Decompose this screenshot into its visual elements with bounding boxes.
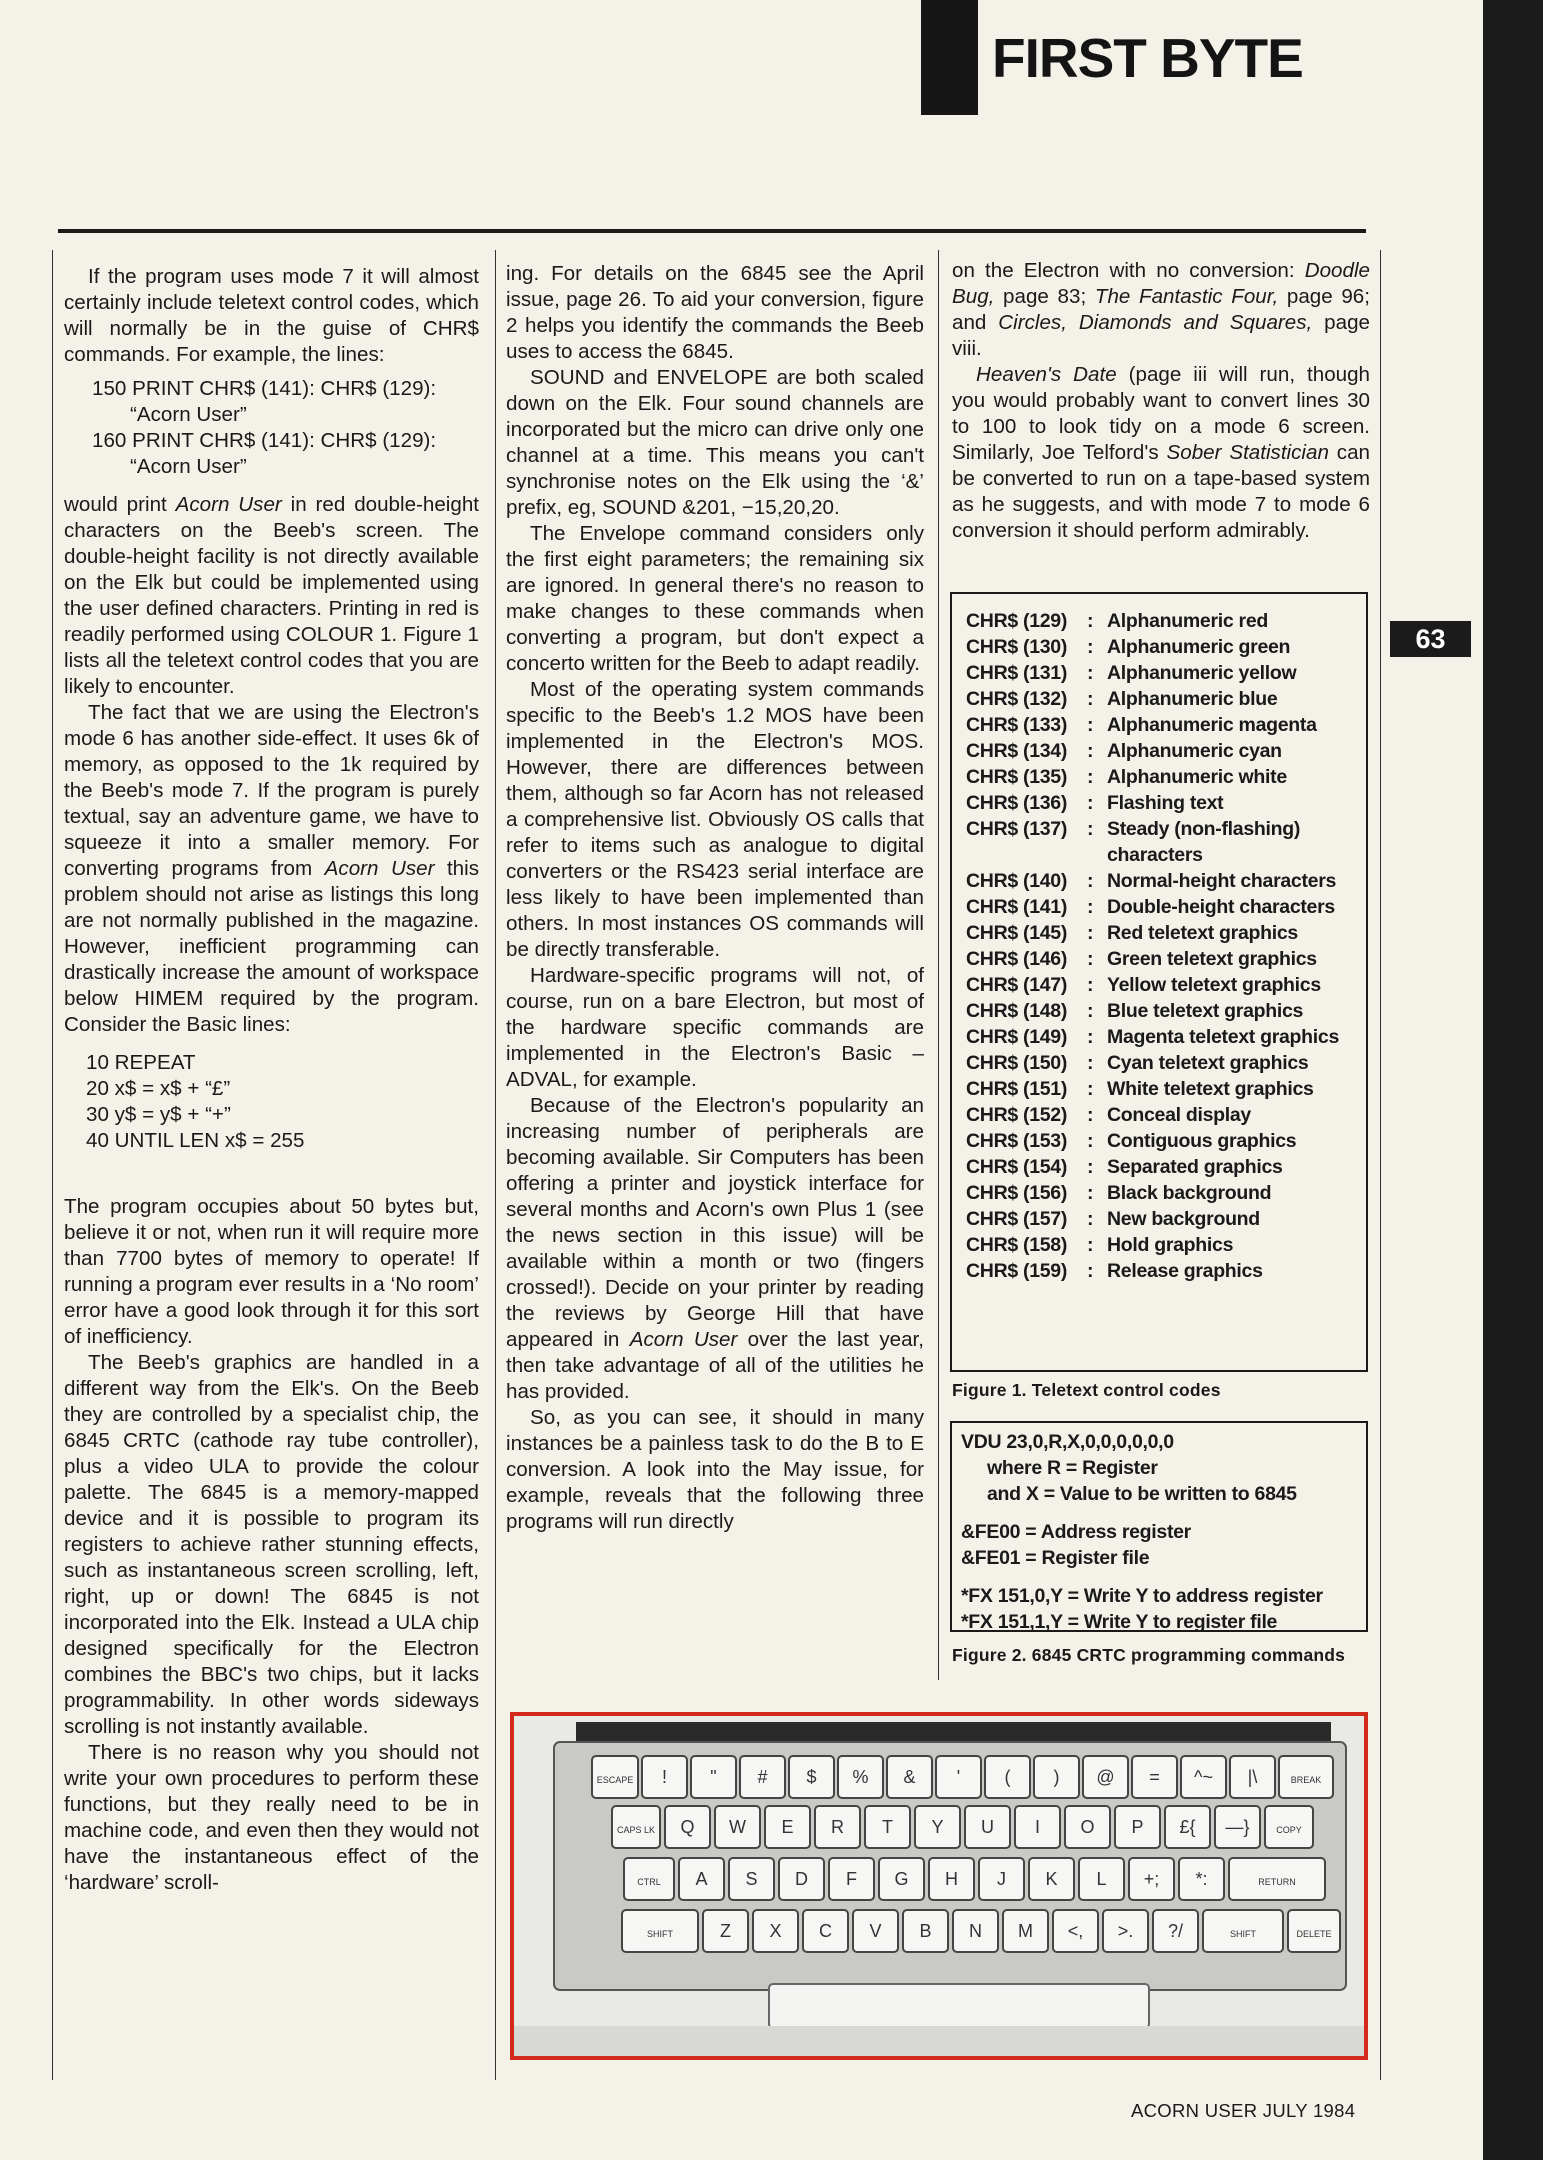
control-code: CHR$ (136) xyxy=(966,792,1068,814)
keyboard-key xyxy=(1034,1756,1079,1798)
keyboard-key-label: Z xyxy=(720,1921,731,1941)
keyboard-key-label: ^~ xyxy=(1194,1767,1213,1787)
keyboard-key-label: F xyxy=(846,1869,857,1889)
separator: : xyxy=(1087,818,1094,840)
table-row xyxy=(966,816,1366,868)
keyboard-key-label: = xyxy=(1149,1767,1160,1787)
separator: : xyxy=(1087,792,1094,814)
figure-2-box xyxy=(950,1421,1368,1632)
separator: : xyxy=(1087,1260,1094,1282)
table-row xyxy=(966,660,1366,686)
separator: : xyxy=(1087,740,1094,762)
keyboard-illustration xyxy=(514,1716,1364,2056)
code-description: Release graphics xyxy=(1107,1260,1263,1282)
page-number: 63 xyxy=(1390,621,1471,657)
keyboard-key xyxy=(1029,1858,1074,1900)
separator: : xyxy=(1087,688,1094,710)
table-row xyxy=(966,1076,1366,1102)
paragraph: would print Acorn User in red double-height characters on the Beeb's screen. The double-height facility is not directly available on the Elk but could be implemented using the user defined characters. Printing in red is readily performed using COLOUR 1. Figure 1 lists all the teletext control codes that you are likely to encounter. xyxy=(64,493,480,698)
keyboard-key-label: L xyxy=(1096,1869,1107,1889)
paragraph: So, as you can see, it should in many instances be a painless task to do the B to E conversion. A look into the May issue, for example, reveals that the following three programs will run directly xyxy=(506,1406,924,1533)
table-row xyxy=(966,1154,1366,1180)
keyboard-key xyxy=(1115,1806,1160,1848)
code-description: Alphanumeric blue xyxy=(1107,688,1278,710)
control-code: CHR$ (147) xyxy=(966,974,1068,996)
keyboard-key xyxy=(1288,1910,1340,1952)
table-row xyxy=(966,738,1366,764)
figure-2-line: &FE01 = Register file xyxy=(961,1547,1150,1569)
keyboard-key-label: P xyxy=(1131,1817,1144,1837)
keyboard-key xyxy=(1230,1756,1275,1798)
table-row xyxy=(966,1232,1366,1258)
keyboard-key xyxy=(612,1806,660,1848)
paragraph: Hardware-specific programs will not, of course, run on a bare Electron, but most of the hardware specific commands are implemented in the Electron's Basic – ADVAL, for example. xyxy=(506,964,924,1091)
code-description: Alphanumeric white xyxy=(1107,766,1287,788)
keyboard-key-label: ?/ xyxy=(1167,1921,1184,1941)
keyboard-key xyxy=(1129,1858,1174,1900)
table-row xyxy=(966,920,1366,946)
keyboard-key-label: >. xyxy=(1117,1921,1134,1941)
figure-2-line: &FE00 = Address register xyxy=(961,1521,1191,1543)
code-description: Blue teletext graphics xyxy=(1107,1000,1304,1022)
header-rule xyxy=(58,229,1366,233)
code-description: Red teletext graphics xyxy=(1107,922,1298,944)
keyboard-key-label: & xyxy=(903,1767,916,1787)
header-block xyxy=(921,0,978,115)
code-description: Conceal display xyxy=(1107,1104,1251,1126)
keyboard-key-label: <, xyxy=(1067,1921,1084,1941)
keyboard-key xyxy=(965,1806,1010,1848)
code-line: 20 x$ = x$ + “£” xyxy=(86,1077,231,1100)
keyboard-key xyxy=(865,1806,910,1848)
separator: : xyxy=(1087,1000,1094,1022)
separator: : xyxy=(1087,1052,1094,1074)
keyboard-key xyxy=(1279,1756,1333,1798)
keyboard-key xyxy=(1265,1806,1313,1848)
keyboard-key-label: |\ xyxy=(1247,1767,1258,1787)
keyboard-key xyxy=(1153,1910,1198,1952)
table-row xyxy=(966,894,1366,920)
keyboard-key xyxy=(679,1858,724,1900)
keyboard-key xyxy=(715,1806,760,1848)
separator: : xyxy=(1087,1208,1094,1230)
column-rule xyxy=(938,250,939,1680)
keyboard-key-label: @ xyxy=(1096,1767,1115,1787)
code-description: Separated graphics xyxy=(1107,1156,1283,1178)
keyboard-key xyxy=(789,1756,834,1798)
page-spine xyxy=(1483,0,1543,2160)
table-row xyxy=(966,868,1366,894)
table-row xyxy=(966,686,1366,712)
figure-2-line: and X = Value to be written to 6845 xyxy=(987,1483,1297,1505)
keyboard-key-label: +; xyxy=(1143,1869,1160,1889)
table-row xyxy=(966,946,1366,972)
keyboard-key-label: H xyxy=(945,1869,958,1889)
paragraph: If the program uses mode 7 it will almost certainly include teletext control codes, which will normally be in the guise of CHR$ commands. For example, the lines: xyxy=(64,265,479,366)
keyboard-key xyxy=(592,1756,638,1798)
keyboard-key-label: J xyxy=(997,1869,1006,1889)
code-listing-2 xyxy=(86,1050,479,1154)
keyboard-key-label: Y xyxy=(931,1817,944,1837)
table-row xyxy=(966,998,1366,1024)
code-description: Magenta teletext graphics xyxy=(1107,1026,1339,1048)
separator: : xyxy=(1087,1078,1094,1100)
control-code: CHR$ (149) xyxy=(966,1026,1068,1048)
keyboard-key xyxy=(642,1756,687,1798)
control-code: CHR$ (153) xyxy=(966,1130,1068,1152)
keyboard-photo xyxy=(510,1712,1368,2060)
keyboard-key xyxy=(691,1756,736,1798)
paragraph: The fact that we are using the Electron's mode 6 has another side-effect. It uses 6k of memory, as opposed to the 1k required by the Beeb's mode 7. If the program is purely textual, say an adventure game, we have to squeeze it into a smaller memory. For converting programs from Acorn User this problem should not arise as listings this long are not normally published in the magazine. However, inefficient programming can drastically increase the amount of workspace below HIMEM required by the program. Consider the Basic lines: xyxy=(64,701,479,1036)
figure-2-line: *FX 151,1,Y = Write Y to register file xyxy=(961,1611,1278,1633)
space-bar xyxy=(769,1984,1149,2028)
code-description: Alphanumeric cyan xyxy=(1107,740,1282,762)
figure-1-caption: Figure 1. Teletext control codes xyxy=(952,1380,1221,1400)
keyboard-key-label: D xyxy=(795,1869,808,1889)
table-row xyxy=(966,1258,1366,1284)
code-description: Flashing text xyxy=(1107,792,1224,814)
code-line: 40 UNTIL LEN x$ = 255 xyxy=(86,1129,305,1152)
control-code: CHR$ (132) xyxy=(966,688,1068,710)
keyboard-key-label: % xyxy=(852,1767,869,1787)
keyboard-key xyxy=(853,1910,898,1952)
table-row xyxy=(966,1102,1366,1128)
separator: : xyxy=(1087,1234,1094,1256)
paragraph: The program occupies about 50 bytes but, believe it or not, when run it will require more than 7700 bytes of memory to operate! If running a program ever results in a ‘No room’ error have a good look through it for this sort of inefficiency. xyxy=(64,1195,479,1348)
code-description: Alphanumeric red xyxy=(1107,610,1268,632)
keyboard-key xyxy=(740,1756,785,1798)
column-rule xyxy=(52,250,53,2080)
paragraph: Most of the operating system commands specific to the Beeb's 1.2 MOS have been implemented in the Electron's MOS. However, there are differences between them, although so far Acorn has not released a comprehensive list. Obviously OS calls that refer to items such as analogue to digital converters or the RS423 serial interface are less likely to have been implemented than others. In most instances OS commands will be directly transferable. xyxy=(506,678,924,961)
figure-2-caption: Figure 2. 6845 CRTC programming commands xyxy=(952,1645,1346,1665)
separator: : xyxy=(1087,610,1094,632)
control-code: CHR$ (141) xyxy=(966,896,1068,918)
control-code: CHR$ (140) xyxy=(966,870,1068,892)
keyboard-key xyxy=(1079,1858,1124,1900)
table-row xyxy=(966,608,1366,634)
keyboard-key xyxy=(1215,1806,1260,1848)
control-code: CHR$ (130) xyxy=(966,636,1068,658)
keyboard-key-label: ( xyxy=(1004,1767,1011,1787)
keyboard-key xyxy=(979,1858,1024,1900)
code-line: 150 PRINT CHR$ (141): CHR$ (129): xyxy=(92,377,437,400)
keyboard-key-label: BREAK xyxy=(1290,1775,1322,1785)
table-row xyxy=(966,790,1366,816)
column-rule xyxy=(495,250,496,2080)
keyboard-key xyxy=(1132,1756,1177,1798)
keyboard-key-label: R xyxy=(831,1817,844,1837)
column-3 xyxy=(952,258,1370,544)
keyboard-key-label: CAPS LK xyxy=(616,1825,656,1835)
code-description: Alphanumeric yellow xyxy=(1107,662,1297,684)
code-description: New background xyxy=(1107,1208,1260,1230)
table-row xyxy=(966,1206,1366,1232)
control-code: CHR$ (157) xyxy=(966,1208,1068,1230)
paragraph: SOUND and ENVELOPE are both scaled down on the Elk. Four sound channels are incorporated but the micro can drive only one channel at a time. This means you can't synchronise notes on the Elk using the ‘&’ prefix, eg, SOUND &201, −15,20,20. xyxy=(506,366,924,519)
keyboard-key-label: ' xyxy=(956,1767,961,1787)
keyboard-key xyxy=(1165,1806,1210,1848)
table-row xyxy=(966,764,1366,790)
figure-1-table xyxy=(950,592,1368,1372)
separator: : xyxy=(1087,1182,1094,1204)
keyboard-key xyxy=(1179,1858,1224,1900)
keyboard-key xyxy=(1203,1910,1283,1952)
keyboard-key xyxy=(703,1910,748,1952)
keyboard-key-label: X xyxy=(769,1921,782,1941)
separator: : xyxy=(1087,922,1094,944)
keyboard-key xyxy=(1229,1858,1325,1900)
control-code: CHR$ (152) xyxy=(966,1104,1068,1126)
keyboard-key-label: # xyxy=(757,1767,768,1787)
code-description: White teletext graphics xyxy=(1107,1078,1314,1100)
keyboard-key-label: T xyxy=(882,1817,893,1837)
keyboard-key xyxy=(1065,1806,1110,1848)
keyboard-key-label: U xyxy=(981,1817,994,1837)
keyboard-key xyxy=(953,1910,998,1952)
control-code: CHR$ (137) xyxy=(966,818,1068,840)
keyboard-key xyxy=(1003,1910,1048,1952)
control-code: CHR$ (135) xyxy=(966,766,1068,788)
separator: : xyxy=(1087,896,1094,918)
column-rule xyxy=(1380,250,1381,2080)
keyboard-key-label: DELETE xyxy=(1296,1929,1332,1939)
code-line: “Acorn User” xyxy=(130,455,247,478)
keyboard-key xyxy=(665,1806,710,1848)
keyboard-key xyxy=(729,1858,774,1900)
code-listing-1 xyxy=(92,376,479,480)
keyboard-key xyxy=(1015,1806,1060,1848)
control-code: CHR$ (131) xyxy=(966,662,1068,684)
keyboard-key-label: RETURN xyxy=(1258,1877,1296,1887)
code-description: Double-height characters xyxy=(1107,896,1335,918)
keyboard-key xyxy=(838,1756,883,1798)
keyboard-key-label: B xyxy=(919,1921,932,1941)
control-code: CHR$ (158) xyxy=(966,1234,1068,1256)
keyboard-key-label: M xyxy=(1018,1921,1033,1941)
code-description: Black background xyxy=(1107,1182,1272,1204)
paragraph: The Beeb's graphics are handled in a different way from the Elk's. On the Beeb they are controlled by a specialist chip, the 6845 CRTC (cathode ray tube controller), plus a video ULA to provide the colour palette. The 6845 is a memory-mapped device and it is possible to program its registers to achieve rather stunning effects, such as instantaneous screen scrolling, left, right, up or down! The 6845 is not incorporated into the Elk. Instead a ULA chip designed specifically for the Electron combines the BBC's two chips, but it lacks programmability. In other words sideways scrolling is not instantly available. xyxy=(64,1351,479,1738)
keyboard-key-label: N xyxy=(969,1921,982,1941)
code-description: Cyan teletext graphics xyxy=(1107,1052,1309,1074)
keyboard-key xyxy=(815,1806,860,1848)
keyboard-key xyxy=(903,1910,948,1952)
code-description: Hold graphics xyxy=(1107,1234,1234,1256)
control-code: CHR$ (156) xyxy=(966,1182,1068,1204)
control-code: CHR$ (133) xyxy=(966,714,1068,736)
keyboard-key-label: A xyxy=(695,1869,708,1889)
keyboard-key-label: I xyxy=(1034,1817,1041,1837)
paragraph: on the Electron with no conversion: Doodle Bug, page 83; The Fantastic Four, page 96; and Circles, Diamonds and Squares, page viii. xyxy=(952,259,1370,360)
control-code: CHR$ (146) xyxy=(966,948,1068,970)
keyboard-key-label: SHIFT xyxy=(647,1929,673,1939)
keyboard-key-label: S xyxy=(745,1869,758,1889)
control-code: CHR$ (134) xyxy=(966,740,1068,762)
keyboard-key xyxy=(1053,1910,1098,1952)
control-code: CHR$ (145) xyxy=(966,922,1068,944)
paragraph: Heaven's Date (page iii will run, though you would probably want to convert lines 30 to 100 to look tidy on a mode 6 screen. Similarly, Joe Telford's Sober Statistician can be converted to run on a tape-based system as he suggests, and with mode 7 to mode 6 conversion it should perform admirably. xyxy=(952,363,1371,542)
code-line: 160 PRINT CHR$ (141): CHR$ (129): xyxy=(92,429,437,452)
keyboard-key xyxy=(985,1756,1030,1798)
separator: : xyxy=(1087,1156,1094,1178)
separator: : xyxy=(1087,1130,1094,1152)
code-description: Yellow teletext graphics xyxy=(1107,974,1321,996)
keyboard-key-label: C xyxy=(819,1921,832,1941)
keyboard-key xyxy=(753,1910,798,1952)
table-row xyxy=(966,1128,1366,1154)
keyboard-key-label: SHIFT xyxy=(1230,1929,1256,1939)
table-row xyxy=(966,1050,1366,1076)
control-code: CHR$ (154) xyxy=(966,1156,1068,1178)
code-description: Alphanumeric magenta xyxy=(1107,714,1317,736)
keyboard-key xyxy=(1103,1910,1148,1952)
paragraph: There is no reason why you should not write your own procedures to perform these functions, but they really need to be in machine code, and even then they would not have the instantaneous effect of the ‘hardware’ scroll- xyxy=(64,1741,479,1894)
control-code: CHR$ (159) xyxy=(966,1260,1068,1282)
figure-2-line: *FX 151,0,Y = Write Y to address register xyxy=(961,1585,1323,1607)
paragraph: ing. For details on the 6845 see the April issue, page 26. To aid your conversion, figure 2 helps you identify the commands the Beeb uses to access the 6845. xyxy=(506,262,924,363)
control-code: CHR$ (150) xyxy=(966,1052,1068,1074)
keyboard-key-label: " xyxy=(710,1767,717,1787)
control-code: CHR$ (151) xyxy=(966,1078,1068,1100)
keyboard-key-label: *: xyxy=(1195,1869,1208,1889)
keyboard-key xyxy=(879,1858,924,1900)
separator: : xyxy=(1087,1026,1094,1048)
keyboard-key xyxy=(829,1858,874,1900)
separator: : xyxy=(1087,870,1094,892)
separator: : xyxy=(1087,714,1094,736)
keyboard-key xyxy=(779,1858,824,1900)
table-row xyxy=(966,712,1366,738)
keyboard-key-label: Q xyxy=(680,1817,695,1837)
keyboard-key-label: —} xyxy=(1225,1817,1250,1837)
keyboard-key xyxy=(765,1806,810,1848)
separator: : xyxy=(1087,662,1094,684)
keyboard-key-label: K xyxy=(1045,1869,1058,1889)
code-description: Contiguous graphics xyxy=(1107,1130,1297,1152)
separator: : xyxy=(1087,636,1094,658)
table-row xyxy=(966,1024,1366,1050)
keyboard-key xyxy=(915,1806,960,1848)
keyboard-key xyxy=(622,1910,698,1952)
keyboard-key-label: ! xyxy=(661,1767,668,1787)
column-2 xyxy=(506,261,924,1535)
figure-2-line: VDU 23,0,R,X,0,0,0,0,0,0 xyxy=(961,1431,1174,1453)
keyboard-key xyxy=(929,1858,974,1900)
keyboard-key-label: ) xyxy=(1053,1767,1060,1787)
separator: : xyxy=(1087,974,1094,996)
table-row xyxy=(966,972,1366,998)
keyboard-key-label: £{ xyxy=(1179,1817,1196,1837)
code-description: Normal-height characters xyxy=(1107,870,1337,892)
paragraph: The Envelope command considers only the first eight parameters; the remaining six are ignored. In general there's no reason to make changes to these commands when converting a program, but don't expect a concerto written for the Beeb to adapt readily. xyxy=(506,522,924,675)
keyboard-key-label: W xyxy=(729,1817,746,1837)
code-description: Alphanumeric green xyxy=(1107,636,1291,658)
keyboard-key xyxy=(803,1910,848,1952)
control-code: CHR$ (148) xyxy=(966,1000,1068,1022)
column-1 xyxy=(64,264,479,1896)
footer-issue: ACORN USER JULY 1984 xyxy=(1131,2100,1356,2121)
code-description: Green teletext graphics xyxy=(1107,948,1317,970)
keyboard-key xyxy=(624,1858,674,1900)
code-description: Steady (non-flashing) characters xyxy=(1107,818,1301,866)
separator: : xyxy=(1087,766,1094,788)
code-line: “Acorn User” xyxy=(130,403,247,426)
keyboard-key-label: V xyxy=(869,1921,882,1941)
figure-2-line: where R = Register xyxy=(987,1457,1158,1479)
paragraph: Because of the Electron's popularity an increasing number of peripherals are becoming available. Sir Computers has been offering a printer and joystick interface for several months and Acorn's own Plus 1 (see the news section in this issue) will be available within a month or two (fingers crossed!). Decide on your printer by reading the reviews by George Hill that have appeared in Acorn User over the last year, then take advantage of all of the utilities he has provided. xyxy=(506,1094,924,1403)
keyboard-key-label: CTRL xyxy=(637,1877,661,1887)
table-row xyxy=(966,634,1366,660)
keyboard-key-label: O xyxy=(1080,1817,1095,1837)
keyboard-key xyxy=(1083,1756,1128,1798)
table-row xyxy=(966,1180,1366,1206)
page-title: FIRST BYTE xyxy=(992,27,1303,89)
code-line: 30 y$ = y$ + “+” xyxy=(86,1103,231,1126)
code-line: 10 REPEAT xyxy=(86,1051,196,1074)
keyboard-key-label: COPY xyxy=(1276,1825,1302,1835)
keyboard-key-label: ESCAPE xyxy=(596,1775,634,1785)
keyboard-key-label: $ xyxy=(806,1767,817,1787)
keyboard-key xyxy=(936,1756,981,1798)
keyboard-key xyxy=(1181,1756,1226,1798)
keyboard-key-label: E xyxy=(781,1817,794,1837)
keyboard-key-label: G xyxy=(894,1869,909,1889)
control-code: CHR$ (129) xyxy=(966,610,1068,632)
separator: : xyxy=(1087,948,1094,970)
separator: : xyxy=(1087,1104,1094,1126)
keyboard-key xyxy=(887,1756,932,1798)
